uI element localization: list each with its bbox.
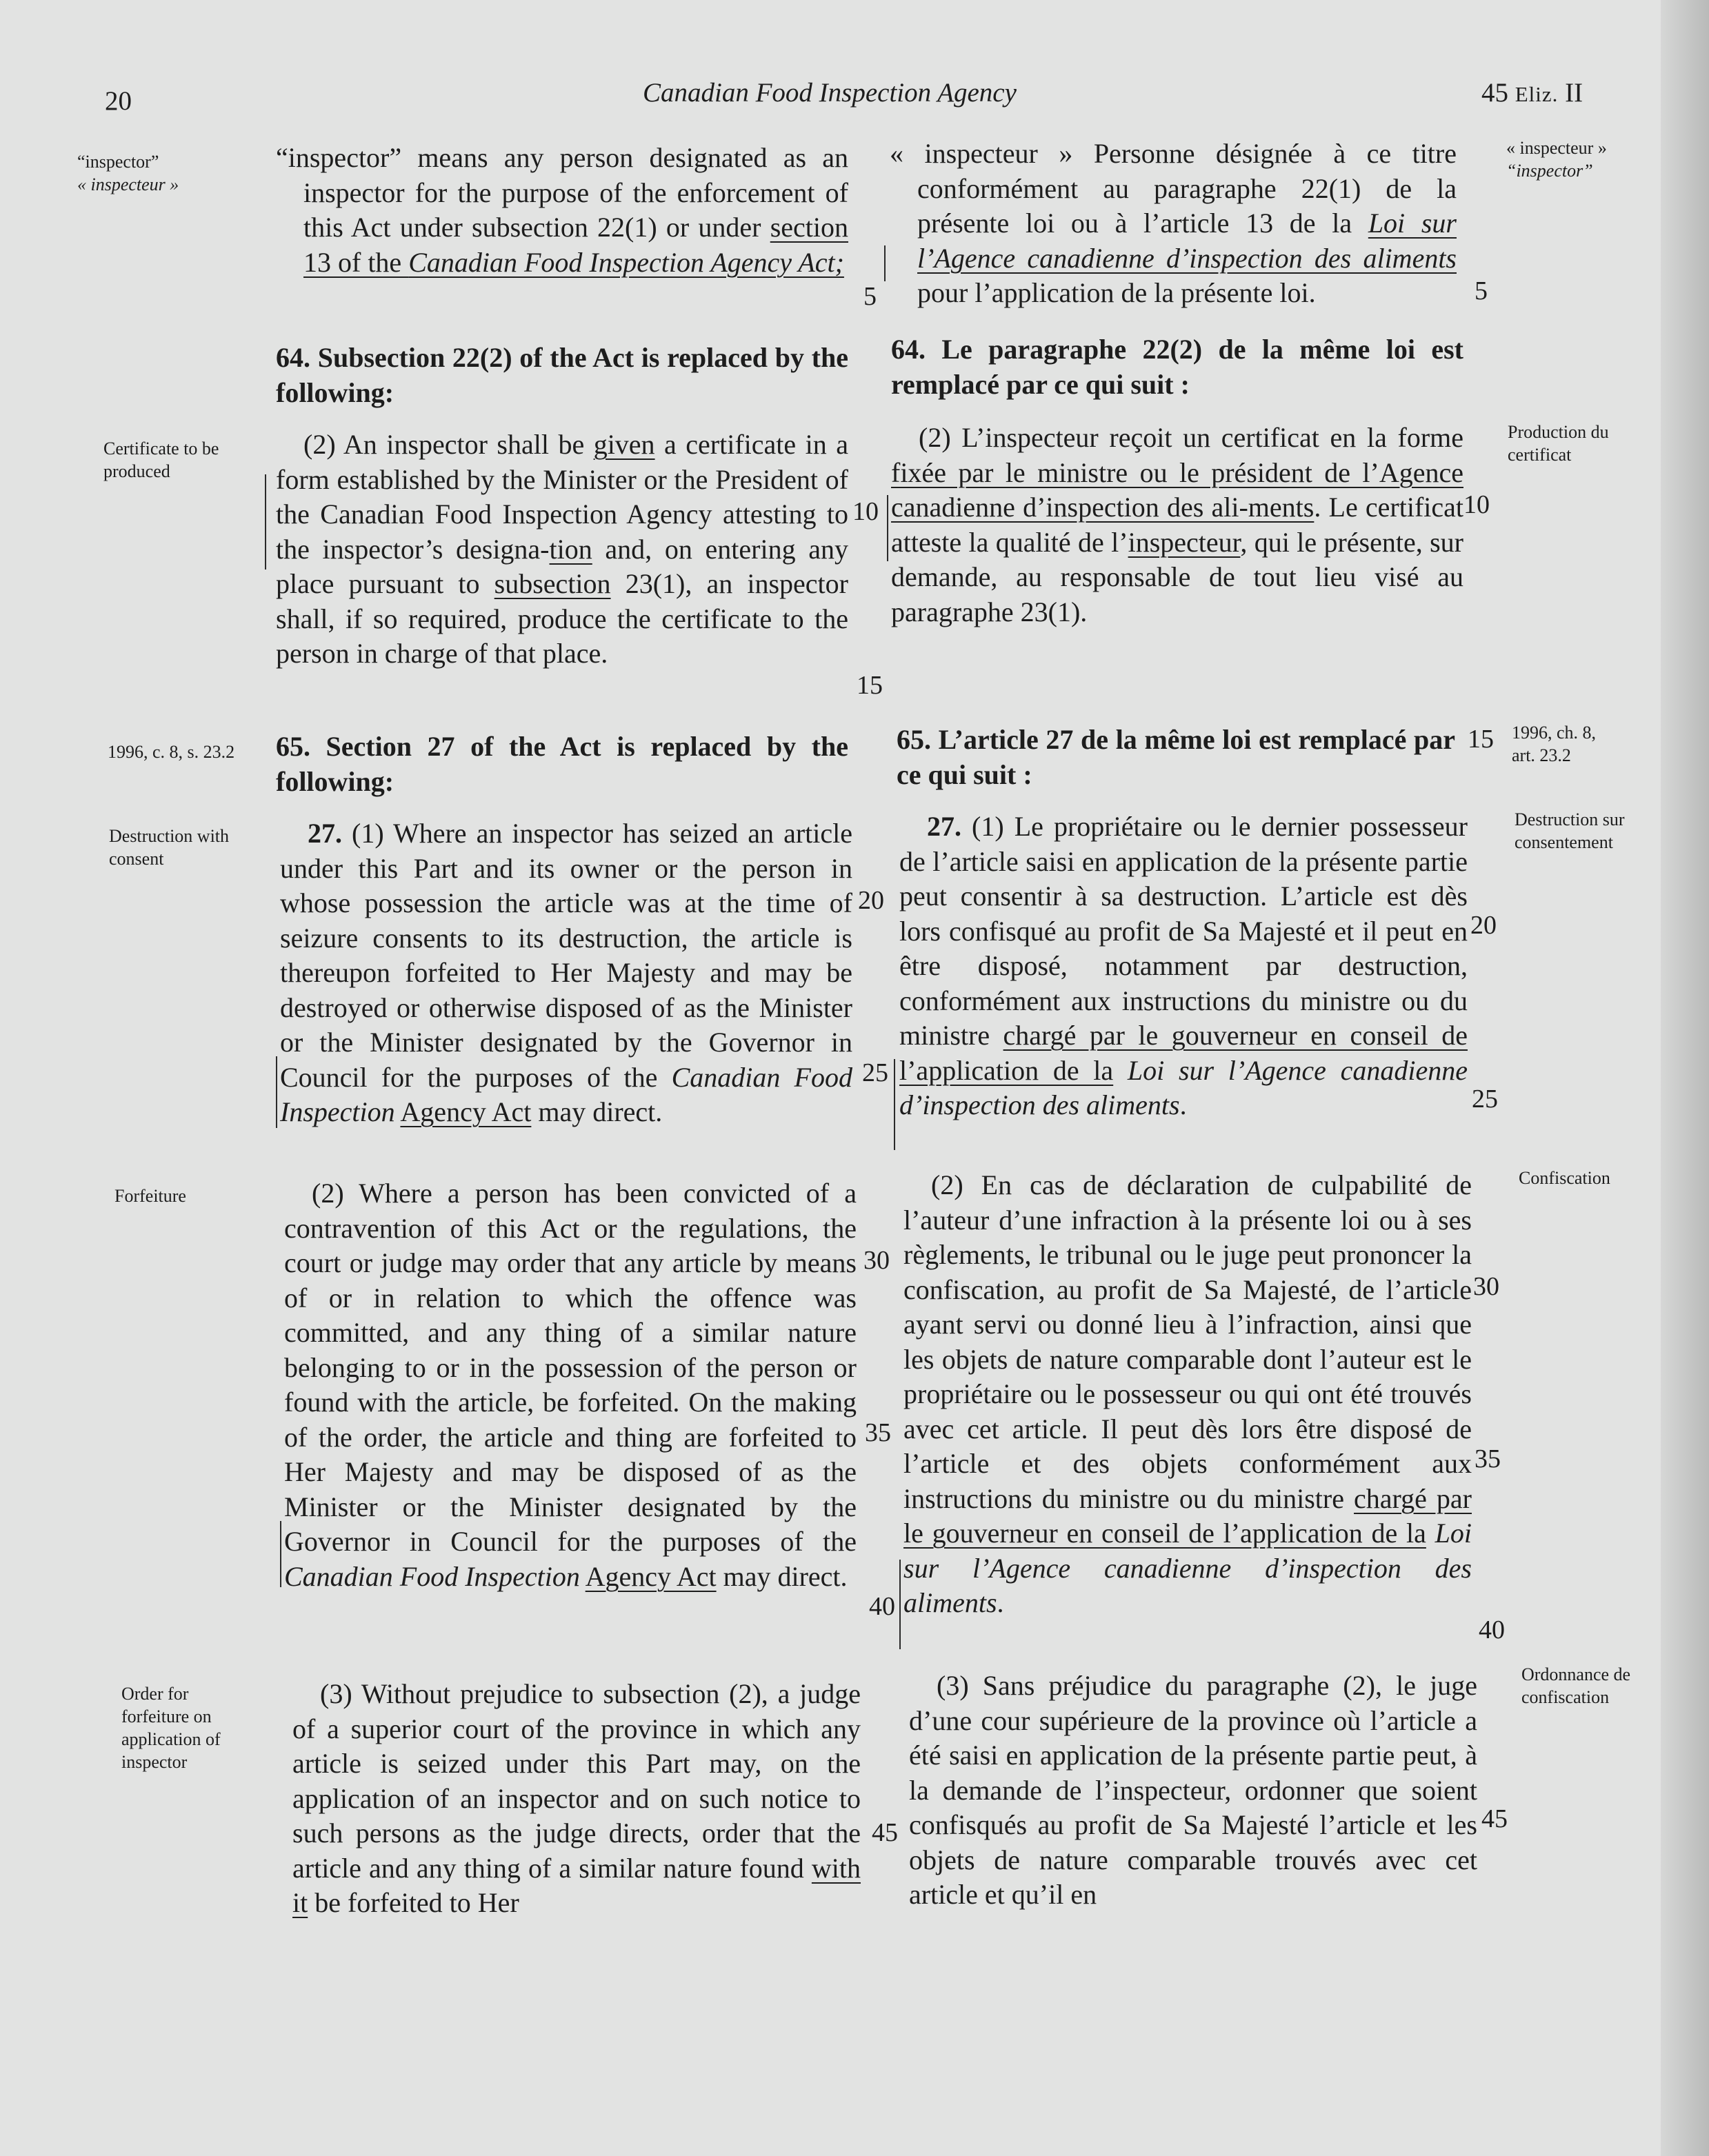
regnal-year (1481, 77, 1583, 108)
line-number-30: 30 (863, 1246, 890, 1275)
line-number-10: 10 (852, 497, 879, 526)
english-section-27-1: 27. (1) Where an inspector has seized an article under this Part and its owner or the person in whose possession the article was at the time of seizure consents to its destruction, the article is thereupon forfeited to Her Majesty and may be destroyed or otherwise disposed of as the Minister or the Minister designated by the Governor in Council for the purposes of the Canadian Food Inspection Agency Act may direct. (280, 818, 852, 1127)
line-number-fr-25: 25 (1472, 1085, 1498, 1114)
margin-note-certificate: Certificate to be produced (103, 439, 219, 481)
line-number-40: 40 (869, 1592, 895, 1621)
margin-note-production: Production du certificat (1508, 422, 1609, 465)
regnal-roman: II (1558, 78, 1583, 108)
line-number-fr-40: 40 (1479, 1615, 1505, 1644)
margin-note-destruction-fr: Destruction sur consentement (1515, 809, 1625, 852)
margin-note-order: Order for forfeiture on application of inspector (121, 1684, 221, 1772)
change-bar (276, 1056, 277, 1128)
margin-note-inspecteur (1506, 137, 1630, 182)
french-section-65-heading: 65. L’article 27 de la même loi est remplacé par ce qui suit : (897, 724, 1455, 790)
french-article-27-1: 27. (1) Le propriétaire ou le dernier possesseur de l’article saisi en application de la présente partie peut consentir à sa destruction. L’article est dès lors confisqué au profit de Sa Majesté et il peut en être disposé, notamment par destruction, conformément aux instructions du ministre ou du ministre chargé par le gouverneur en conseil de l’application de la Loi sur l’Agence canadienne d’inspection des aliments. (899, 811, 1468, 1120)
line-number-fr-5: 5 (1475, 276, 1488, 305)
margin-note-forfeiture: Forfeiture (114, 1186, 186, 1206)
line-number-35: 35 (865, 1418, 891, 1447)
line-number-fr-20: 20 (1470, 911, 1497, 940)
english-definition-inspector: “inspector” means any person designated as an inspector for the purpose of the enforcement of this Act under subsection 22(1) or under section 13 of the Canadian Food Inspection Agency Act; (276, 142, 848, 278)
change-bar (265, 474, 266, 570)
line-number-fr-35: 35 (1475, 1444, 1501, 1473)
line-number-fr-45: 45 (1481, 1804, 1508, 1833)
french-article-27-3: (3) Sans préjudice du paragraphe (2), le juge d’une cour supérieure de la province où l’article a été saisi en application de la présente partie peut, à la demande de l’inspecteur, ordonner que soient confisqués au profit de Sa Majesté l’article et les objets de nature comparable trouvés avec cet article et qu’il en (909, 1670, 1477, 1910)
margin-note-citation-fr: 1996, ch. 8, art. 23.2 (1512, 723, 1597, 765)
french-definition-inspecteur: « inspecteur » Personne désignée à ce titre conformément au paragraphe 22(1) de la présente loi ou à l’article 13 de la Loi sur l’Agence canadienne d’inspection des aliments pour l’application de la présente loi. (890, 138, 1457, 308)
change-bar (280, 1521, 281, 1587)
regnal-number: 45 (1481, 78, 1515, 108)
margin-term-fr: « inspecteur » (77, 174, 179, 194)
english-subsection-22-2: (2) An inspector shall be given a certificate in a form established by the Minister or the President of the Canadian Food Inspection Agency attesting to the inspector’s designa-tion and, on entering any place pursuant to subsection 23(1), an inspector shall, if so required, produce the certificate to the person in charge of that place. (276, 429, 848, 669)
page-edge-shadow (1661, 0, 1709, 2156)
line-number-5: 5 (863, 282, 877, 311)
english-section-27-3: (3) Without prejudice to subsection (2), a judge of a superior court of the province in which any article is seized under this Part may, on the application of an inspector and on such notice to such persons as the judge directs, order that the article and any thing of a similar nature found with it be forfeited to Her (292, 1678, 861, 1918)
change-bar (884, 245, 886, 281)
line-number-20: 20 (858, 886, 884, 915)
page-number: 20 (105, 86, 132, 116)
margin-note-ordonnance: Ordonnance de confiscation (1521, 1664, 1631, 1707)
margin-note-destruction: Destruction with consent (109, 826, 230, 869)
regnal-monarch: Eliz. (1515, 82, 1559, 106)
running-title: Canadian Food Inspection Agency (643, 78, 1017, 108)
french-section-64-heading: 64. Le paragraphe 22(2) de la même loi est remplacé par ce qui suit : (891, 334, 1463, 400)
french-article-27-2: (2) En cas de déclaration de culpabilité de l’auteur d’une infraction à la présente loi ou à ses règlements, le tribunal ou le juge peut prononcer la confiscation, au profit de Sa Majesté, de l’article ayant servi ou donné lieu à l’infraction, ainsi que les objets de nature comparable dont l’auteur est le propriétaire ou le possesseur ou qui ont été trouvés avec cet article. Il peut dès lors être disposé de l’article et des objets conformément aux instructions du ministre ou du ministre chargé par le gouverneur en conseil de l’application de la Loi sur l’Agence canadienne d’inspection des aliments. (903, 1169, 1472, 1618)
margin-note-inspector (77, 150, 215, 196)
french-paragraphe-22-2: (2) L’inspecteur reçoit un certificat en la forme fixée par le ministre ou le président de l’Agence canadienne d’inspection des ali-ments. Le certificat atteste la qualité de l’inspecteur, qui le présente, sur demande, au responsable de tout lieu visé au paragraphe 23(1). (891, 422, 1464, 627)
english-section-65-heading: 65. Section 27 of the Act is replaced by the following: (276, 731, 848, 797)
line-number-fr-15: 15 (1468, 725, 1494, 754)
change-bar (887, 495, 888, 561)
margin-term-en: “inspector” (1506, 161, 1593, 181)
change-bar (894, 1059, 895, 1150)
english-section-64-heading: 64. Subsection 22(2) of the Act is replaced by the following: (276, 342, 848, 408)
margin-note-citation-en: 1996, c. 8, s. 23.2 (108, 742, 235, 762)
change-bar (899, 1560, 901, 1649)
line-number-45: 45 (872, 1818, 898, 1847)
english-section-27-2: (2) Where a person has been convicted of a contravention of this Act or the regulations, the court or judge may order that any article by means of or in relation to which the offence was committed, and any thing of a similar nature belonging to or in the possession of the person or found with the article, be forfeited. On the making of the order, the article and thing are forfeited to Her Majesty and may be disposed of as the Minister or the Minister designated by the Governor in Council for the purposes of the Canadian Food Inspection Agency Act may direct. (284, 1178, 857, 1592)
margin-note-confiscation: Confiscation (1519, 1168, 1610, 1188)
line-number-15: 15 (857, 671, 883, 700)
line-number-25: 25 (862, 1058, 888, 1087)
margin-term-en: “inspector” (77, 152, 159, 172)
margin-term-fr: « inspecteur » (1506, 138, 1607, 158)
line-number-fr-10: 10 (1463, 490, 1490, 519)
line-number-fr-30: 30 (1473, 1272, 1499, 1301)
